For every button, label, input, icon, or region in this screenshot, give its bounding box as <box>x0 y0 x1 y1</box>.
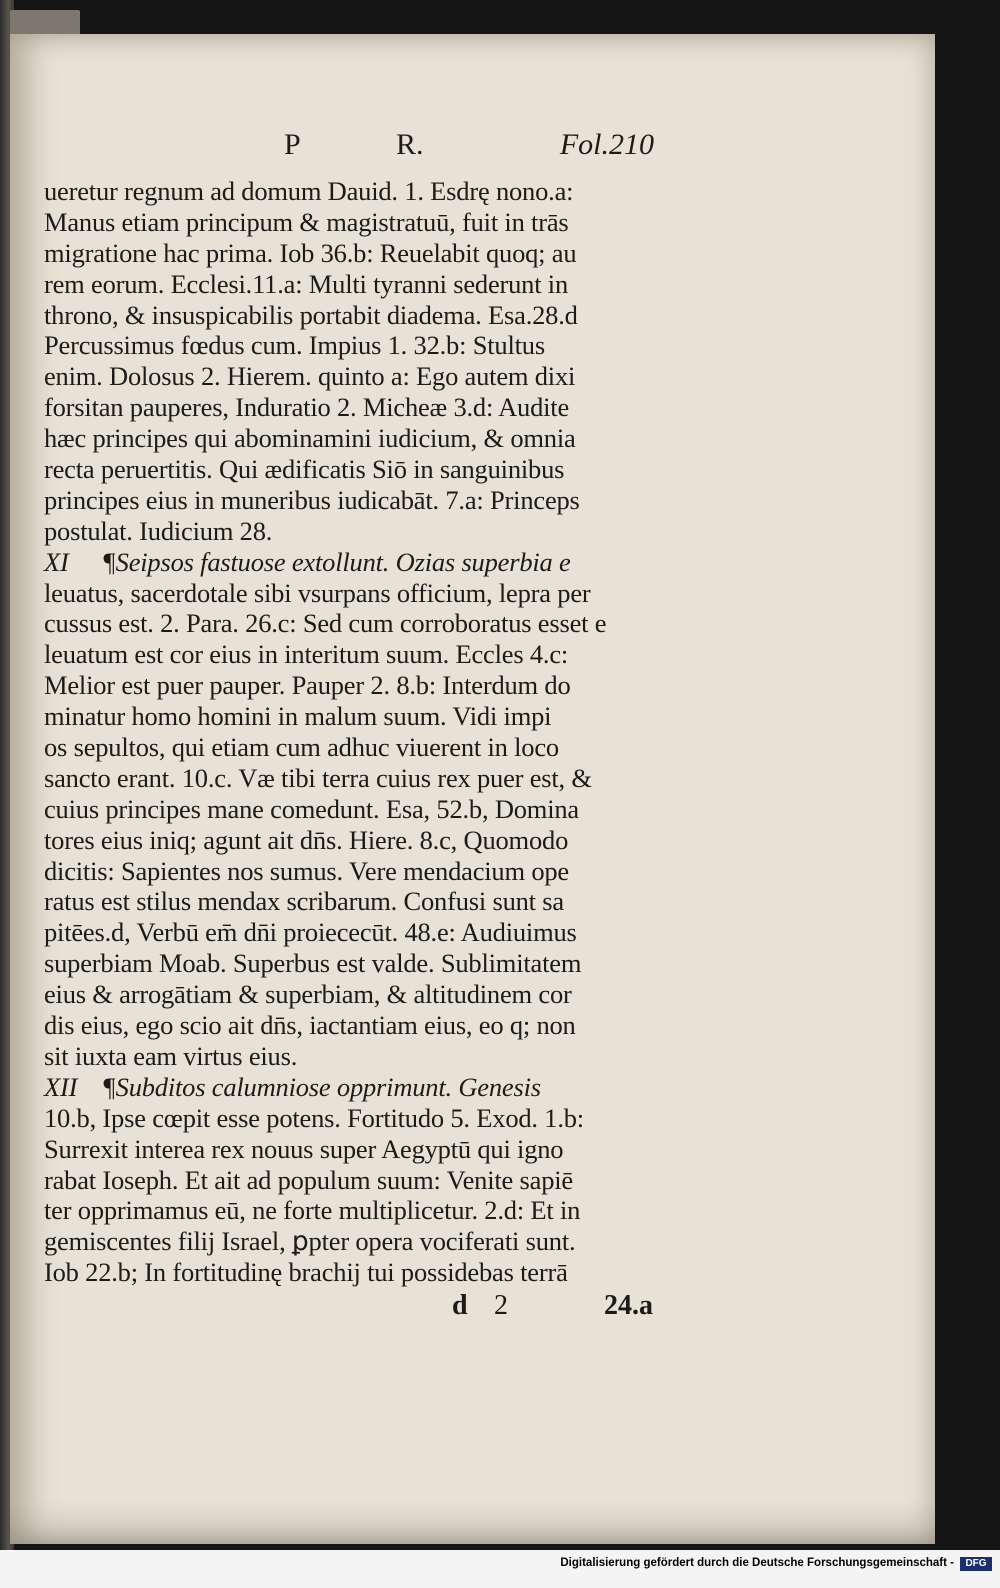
text-line <box>44 1226 694 1257</box>
text-line <box>44 1010 694 1041</box>
text-line <box>44 547 694 578</box>
text-line <box>44 917 694 948</box>
line-text: recta peruertitis. Qui ædificatis Siō in sanguinibus <box>44 454 565 485</box>
line-text: rabat Ioseph. Et ait ad populum suum: Venite sapiē <box>44 1164 573 1195</box>
text-line <box>44 639 694 670</box>
text-line <box>44 608 694 639</box>
line-text: principes eius in muneribus iudicabāt. 7.a: Princeps <box>44 484 580 515</box>
text-line <box>44 886 694 917</box>
line-text: superbiam Moab. Superbus est valde. Sublimitatem <box>44 948 582 979</box>
line-text: pitēes.d, Verbū em̄ dn̄i proiececūt. 48.e: Audiuimus <box>44 917 577 948</box>
line-text: sit iuxta eam virtus eius. <box>44 1040 298 1071</box>
line-text: Percussimus fœdus cum. Impius 1. 32.b: Stultus <box>44 330 545 361</box>
line-text: ter opprimamus eū, ne forte multiplicetur. 2.d: Et in <box>44 1195 581 1226</box>
text-line <box>44 794 694 825</box>
running-head-left: P <box>284 128 301 161</box>
text-line <box>44 207 694 238</box>
folio-number: Fol.210 <box>559 128 654 161</box>
line-text: sancto erant. 10.c. Væ tibi terra cuius rex puer est, & <box>44 762 592 793</box>
text-line <box>44 578 694 609</box>
body-text <box>44 176 694 1288</box>
text-line <box>44 948 694 979</box>
text-line <box>44 763 694 794</box>
line-text: ratus est stilus mendax scribarum. Confusi sunt sa <box>44 886 564 917</box>
line-text: ¶Subditos calumniose opprimunt. Genesis <box>102 1071 541 1102</box>
line-text: minatur homo homini in malum suum. Vidi impi <box>44 701 552 732</box>
text-line <box>44 1165 694 1196</box>
text-line <box>44 423 694 454</box>
line-text: os sepultos, qui etiam cum adhuc viuerent in loco <box>44 732 559 763</box>
line-text: cussus est. 2. Para. 26.c: Sed cum corroboratus esset e <box>44 608 607 639</box>
text-line <box>44 1195 694 1226</box>
line-text: leuatus, sacerdotale sibi vsurpans officium, lepra per <box>44 577 591 608</box>
line-text: hæc principes qui abominamini iudicium, & omnia <box>44 423 576 454</box>
line-text: dis eius, ego scio ait dn̄s, iactantiam eius, eo q; non <box>44 1010 576 1041</box>
text-line <box>44 701 694 732</box>
line-text: ¶Seipsos fastuose extollunt. Ozias superbia e <box>102 546 571 577</box>
text-line <box>44 856 694 887</box>
running-head <box>44 128 664 172</box>
text-line <box>44 1103 694 1134</box>
text-line <box>44 825 694 856</box>
line-text: gemiscentes filij Israel, ꝑpter opera vociferati sunt. <box>44 1226 576 1257</box>
text-line <box>44 1072 694 1103</box>
text-line <box>44 516 694 547</box>
text-line <box>44 269 694 300</box>
line-text: migratione hac prima. Iob 36.b: Reuelabit quoq; au <box>44 237 577 268</box>
line-text: postulat. Iudicium 28. <box>44 515 273 546</box>
page-edge-shadow <box>10 1500 935 1544</box>
text-line <box>44 238 694 269</box>
text-line <box>44 1257 694 1288</box>
footer-bar <box>0 1550 1000 1588</box>
line-text: Manus etiam principum & magistratuū, fuit in trās <box>44 206 569 237</box>
funding-credit: Digitalisierung gefördert durch die Deutsche Forschungsgemeinschaft - <box>560 1557 954 1569</box>
catchword: 24.a <box>604 1290 653 1321</box>
line-text: Surrexit interea rex nouus super Aegyptū qui igno <box>44 1133 564 1164</box>
running-head-center: R. <box>396 128 424 161</box>
text-line <box>44 979 694 1010</box>
text-line <box>44 485 694 516</box>
line-text: eius & arrogātiam & superbiam, & altitudinem cor <box>44 979 572 1010</box>
line-text: throno, & insuspicabilis portabit diadema. Esa.28.d <box>44 299 578 330</box>
line-text: forsitan pauperes, Induratio 2. Micheæ 3.d: Audite <box>44 392 570 423</box>
dfg-logo: DFG <box>960 1557 992 1571</box>
line-text: cuius principes mane comedunt. Esa, 52.b, Domina <box>44 793 579 824</box>
text-line <box>44 454 694 485</box>
text-line <box>44 361 694 392</box>
signature-row <box>44 1290 694 1326</box>
signature-mark: d <box>452 1290 468 1321</box>
line-text: tores eius iniq; agunt ait dn̄s. Hiere. 8.c, Quomodo <box>44 824 569 855</box>
text-line <box>44 732 694 763</box>
line-text: Iob 22.b; In fortitudinę brachij tui possidebas terrā <box>44 1257 568 1288</box>
line-text: dicitis: Sapientes nos sumus. Vere mendacium ope <box>44 855 569 886</box>
line-text: enim. Dolosus 2. Hierem. quinto a: Ego autem dixi <box>44 361 576 392</box>
text-line <box>44 1041 694 1072</box>
line-text: ueretur regnum ad domum Dauid. 1. Esdrę nono.a: <box>44 176 574 206</box>
text-line <box>44 330 694 361</box>
line-text: Melior est puer pauper. Pauper 2. 8.b: Interdum do <box>44 670 571 701</box>
signature-number: 2 <box>494 1290 508 1321</box>
text-line <box>44 1134 694 1165</box>
text-line <box>44 392 694 423</box>
text-line <box>44 300 694 331</box>
line-text: leuatum est cor eius in interitum suum. Eccles 4.c: <box>44 639 569 670</box>
section-numeral: XI <box>44 546 69 577</box>
text-line <box>44 176 694 207</box>
line-text: rem eorum. Ecclesi.11.a: Multi tyranni sederunt in <box>44 268 569 299</box>
line-text: 10.b, Ipse cœpit esse potens. Fortitudo 5. Exod. 1.b: <box>44 1102 584 1133</box>
section-numeral: XII <box>44 1071 78 1102</box>
text-line <box>44 670 694 701</box>
